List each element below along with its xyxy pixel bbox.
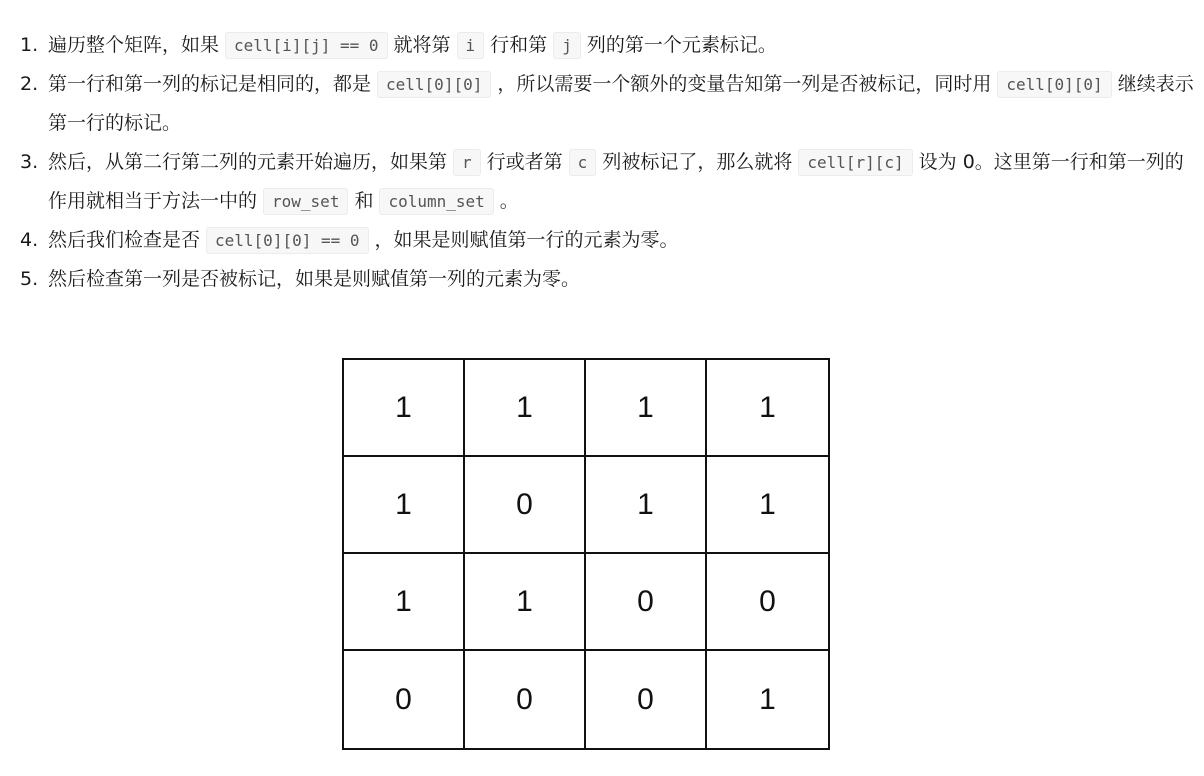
step-item <box>20 65 1195 143</box>
step-text: 。 <box>499 190 519 212</box>
step-item <box>20 26 1195 65</box>
matrix-cell: 1 <box>465 360 586 457</box>
step-item <box>20 221 1195 260</box>
inline-code: cell[i][j] == 0 <box>225 32 388 59</box>
step-item <box>20 143 1195 221</box>
step-text: 列被标记了，那么就将 <box>602 151 793 173</box>
inline-code: i <box>457 32 485 59</box>
step-text: 然后我们检查是否 <box>48 229 201 251</box>
matrix-cell: 0 <box>586 554 707 651</box>
matrix-cell: 1 <box>344 360 465 457</box>
inline-code: cell[0][0] <box>377 71 491 98</box>
inline-code: cell[0][0] == 0 <box>206 227 369 254</box>
step-number: 1. <box>20 34 39 56</box>
inline-code: j <box>553 32 581 59</box>
step-text: 列的第一个元素标记。 <box>586 34 777 56</box>
step-text: ，如果是则赋值第一行的元素为零。 <box>374 229 679 251</box>
inline-code: r <box>453 149 481 176</box>
steps-list <box>20 26 1195 299</box>
step-text: 然后检查第一列是否被标记，如果是则赋值第一列的元素为零。 <box>48 268 581 290</box>
matrix-cell: 0 <box>344 651 465 748</box>
step-text: 设为 0。这里第一行和第一列的作用就相当于方法一中的 <box>48 151 1184 212</box>
inline-code: cell[r][c] <box>798 149 912 176</box>
matrix-cell: 0 <box>707 554 828 651</box>
matrix-cell: 1 <box>465 554 586 651</box>
step-item <box>20 260 1195 299</box>
matrix-cell: 0 <box>586 651 707 748</box>
matrix-cell: 1 <box>586 457 707 554</box>
step-text: 遍历整个矩阵，如果 <box>48 34 220 56</box>
matrix-cell: 1 <box>586 360 707 457</box>
step-text: 然后，从第二行第二列的元素开始遍历，如果第 <box>48 151 448 173</box>
step-text: 第一行和第一列的标记是相同的，都是 <box>48 73 372 95</box>
step-text: 继续表示第一行的标记。 <box>48 73 1194 134</box>
inline-code: c <box>569 149 597 176</box>
matrix-cell: 0 <box>465 457 586 554</box>
matrix-cell: 0 <box>465 651 586 748</box>
matrix-cell: 1 <box>344 457 465 554</box>
step-text: 行或者第 <box>486 151 563 173</box>
matrix-grid <box>342 358 830 750</box>
step-text: 和 <box>354 190 374 212</box>
step-number: 4. <box>20 229 39 251</box>
step-text: ，所以需要一个额外的变量告知第一列是否被标记，同时用 <box>497 73 992 95</box>
matrix-cell: 1 <box>759 682 776 716</box>
matrix-cell: 1 <box>707 457 828 554</box>
matrix-cell: 1 <box>707 360 828 457</box>
step-number: 3. <box>20 151 39 173</box>
step-text: 就将第 <box>393 34 451 56</box>
matrix-cell: 1 <box>344 554 465 651</box>
inline-code: cell[0][0] <box>997 71 1111 98</box>
inline-code: row_set <box>263 188 348 215</box>
inline-code: column_set <box>379 188 493 215</box>
step-number: 2. <box>20 73 39 95</box>
step-text: 行和第 <box>490 34 548 56</box>
step-number: 5. <box>20 268 39 290</box>
